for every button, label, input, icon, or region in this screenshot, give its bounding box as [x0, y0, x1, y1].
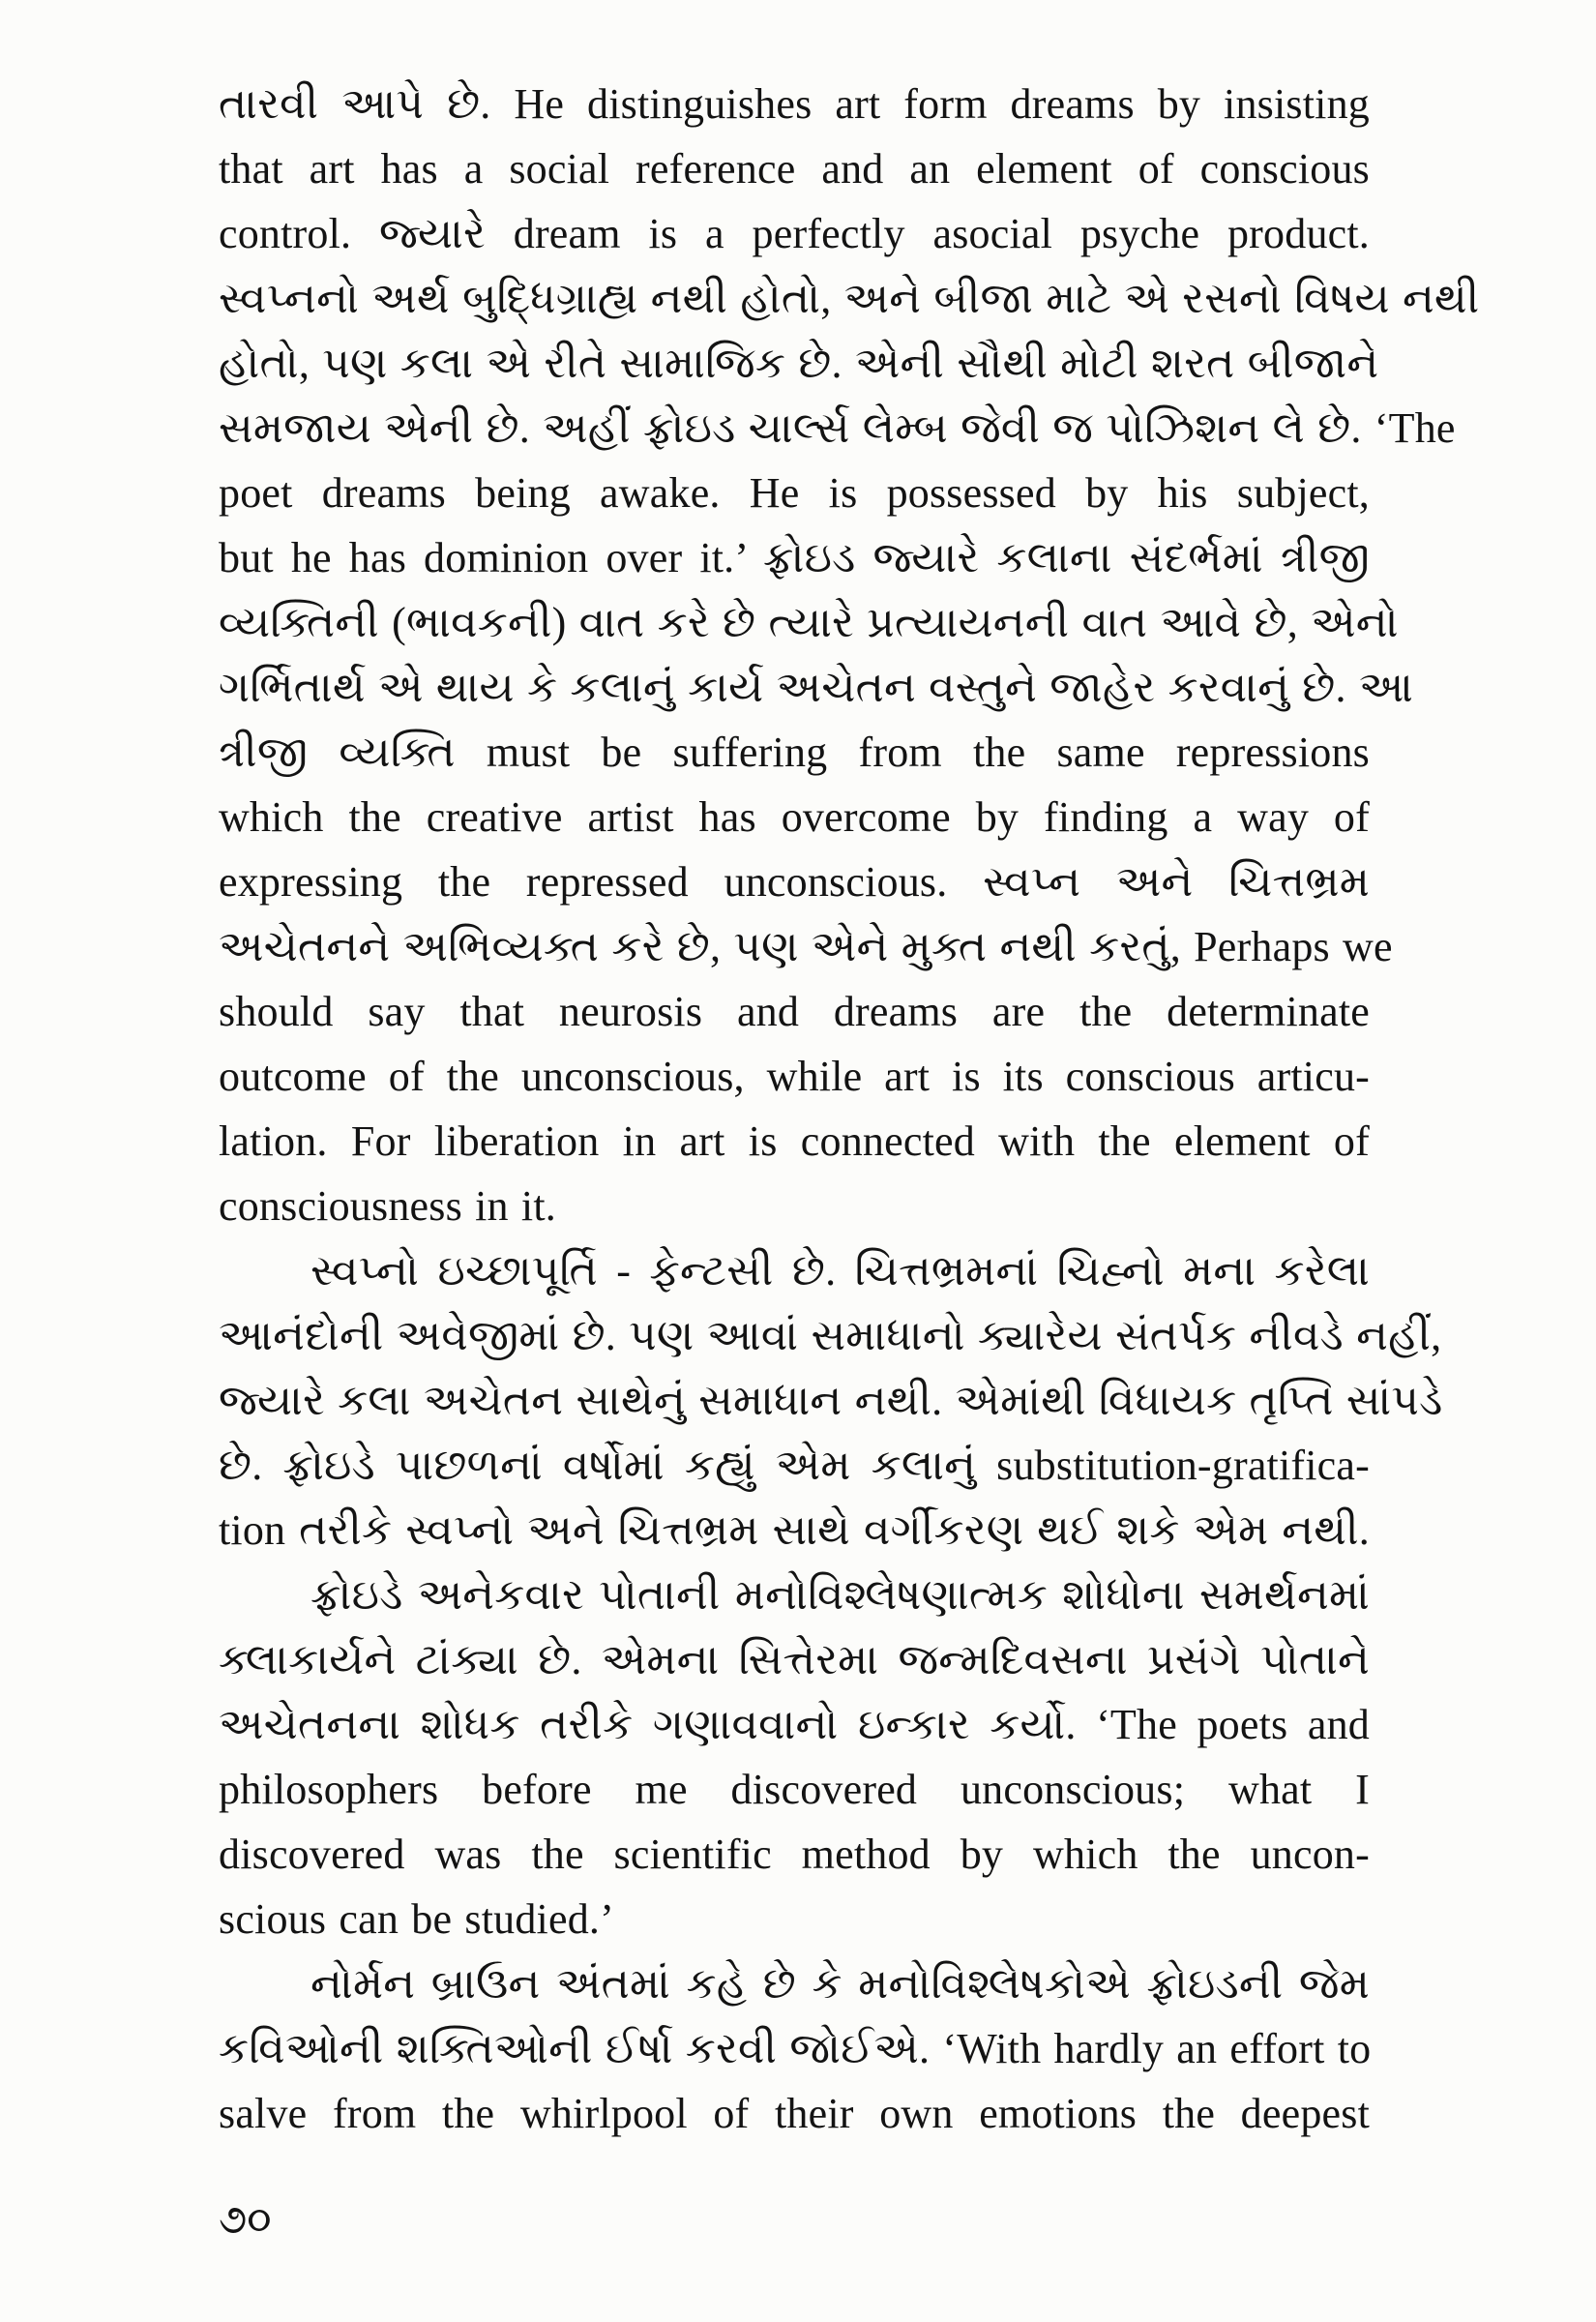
text-line: નોર્મન બ્રાઉન અંતમાં કહે છે કે મનોવિશ્લેષકોએ ફ્રોઇડની જેમ — [310, 1960, 1370, 2008]
text-line: discovered was the scientific method by which the uncon- — [219, 1831, 1370, 1878]
paragraph — [219, 72, 1480, 1238]
text-line: but he has dominion over it.’ ફ્રોઇડ જ્યારે કલાના સંદર્ભમાં ત્રીજી — [219, 534, 1370, 581]
text-line: છે. ફ્રોઇડે પાછળનાં વર્ષોમાં કહ્યું એમ કલાનું substitution-gratifica- — [219, 1442, 1370, 1489]
text-line: વ્યક્તિની (ભાવકની) વાત કરે છે ત્યારે પ્રત્યાયનની વાત આવે છે, એનો — [219, 599, 1399, 646]
text-line: which the creative artist has overcome by finding a way of — [219, 793, 1370, 841]
text-line: scious can be studied.’ — [219, 1895, 614, 1943]
text-line: ફ્રોઇડે અનેકવાર પોતાની મનોવિશ્લેષણાત્મક શોધોના સમર્થનમાં — [310, 1571, 1370, 1619]
text-line: જ્યારે કલા અચેતન સાથેનું સમાધાન નથી. એમાંથી વિધાયક તૃપ્તિ સાંપડે — [219, 1377, 1443, 1424]
page-number: ૭૦ — [219, 2198, 272, 2243]
text-line: expressing the repressed unconscious. સ્વપ્ન અને ચિત્તભ્રમ — [219, 858, 1370, 906]
text-line: salve from the whirlpool of their own emotions the deepest — [219, 2090, 1370, 2137]
text-line: સ્વપ્નો ઇચ્છાપૂર્તિ - ફેન્ટસી છે. ચિત્તભ્રમનાં ચિહ્નો મના કરેલા — [310, 1247, 1370, 1295]
paragraph — [219, 1563, 1370, 1951]
text-line: philosophers before me discovered unconscious; what I — [219, 1766, 1370, 1813]
text-line: tion તરીકે સ્વપ્નો અને ચિત્તભ્રમ સાથે વર્ગીકરણ થઈ શકે એમ નથી. — [219, 1506, 1370, 1554]
text-line: આનંદોની અવેજીમાં છે. પણ આવાં સમાધાનો ક્યારેય સંતર્પક નીવડે નહીં, — [219, 1312, 1442, 1359]
text-line: control. જ્યારે dream is a perfectly asocial psyche product. — [219, 210, 1370, 257]
text-line: poet dreams being awake. He is possessed by his subject, — [219, 469, 1370, 517]
text-line: should say that neurosis and dreams are the determinate — [219, 988, 1370, 1035]
text-line: અચેતનના શોધક તરીકે ગણાવવાનો ઇન્કાર કર્યો. ‘The poets and — [219, 1701, 1370, 1748]
text-line: કવિઓની શક્તિઓની ઈર્ષા કરવી જોઈએ. ‘With hardly an effort to — [219, 2025, 1372, 2072]
text-block — [219, 72, 1480, 2146]
text-line: અચેતનને અભિવ્યક્ત કરે છે, પણ એને મુક્ત નથી કરતું, Perhaps we — [219, 923, 1393, 970]
text-line: lation. For liberation in art is connected with the element of — [219, 1117, 1370, 1165]
text-line: સમજાય એની છે. અહીં ફ્રોઇડ ચાર્લ્સ લેમ્બ જેવી જ પોઝિશન લે છે. ‘The — [219, 404, 1456, 452]
text-line: ગર્ભિતાર્થ એ થાય કે કલાનું કાર્ય અચેતન વસ્તુને જાહેર કરવાનું છે. આ — [219, 664, 1414, 711]
paragraph — [219, 1238, 1443, 1563]
text-line: સ્વપ્નનો અર્થ બુદ્ધિગ્રાહ્ય નથી હોતો, અને બીજા માટે એ રસનો વિષય નથી — [219, 275, 1480, 322]
text-line: outcome of the unconscious, while art is its conscious articu- — [219, 1053, 1370, 1100]
paragraph — [219, 1951, 1370, 2146]
text-line: ત્રીજી વ્યક્તિ must be suffering from the same repressions — [219, 729, 1370, 776]
text-line: તારવી આપે છે. He distinguishes art form dreams by insisting — [219, 80, 1370, 128]
text-line: that art has a social reference and an element of conscious — [219, 145, 1370, 193]
text-line: ક્લાકાર્યને ટાંક્યા છે. એમના સિત્તેરમા જન્મદિવસના પ્રસંગે પોતાને — [219, 1636, 1370, 1683]
text-line: હોતો, પણ કલા એ રીતે સામાજિક છે. એની સૌથી મોટી શરત બીજાને — [219, 340, 1379, 387]
text-line: consciousness in it. — [219, 1182, 556, 1230]
